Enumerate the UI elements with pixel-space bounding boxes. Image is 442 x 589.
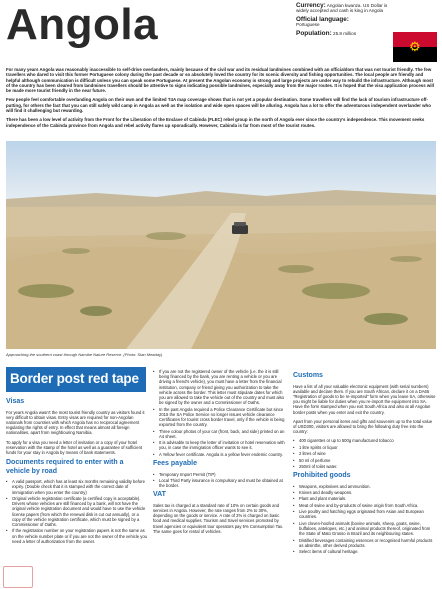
list-item: • A valid passport, which has at least six months remaining validity before expiry. (Double check that it is stamped with the correct date of immigration when you enter the country) bbox=[6, 479, 147, 495]
list-item: • If you are not the registered owner of the vehicle (i.e. the it is still being financed by the bank, you are renting a vehicle or you are driving a friend's vehicle), you must have a letter from the financial institution, company or friend giving you authorization to take the vehicle across the border. This letter must stipulate dates for which you are allowed to take the vehicle out of the country and must also be signed by the owner and a Commissioner of Oaths. bbox=[153, 369, 287, 405]
column-visas bbox=[6, 395, 147, 545]
list-item: • If the registration number on your registration papers is not the same as on the vehicle number plate or if you are not the owner of the vehicle you need a letter of authorization from the owner. bbox=[6, 528, 147, 544]
list-item: • In the past Angola required a Police Clearance Certificate but since 2015 the SA Police Service no longer issues vehicle clearance Certificates for tourist cross border travel, only if the vehicle is being exported from the country. bbox=[153, 407, 287, 428]
photo-caption: Approaching the southern coast through Namibe Nature Reserve. (Photo: Stan Meaday) bbox=[6, 352, 163, 357]
page-title: Angola bbox=[6, 0, 159, 49]
list-item: • Select items of cultural heritage. bbox=[293, 549, 436, 554]
list-item: • 400 cigarettes or up to 500g manufactured tobacco bbox=[293, 438, 436, 443]
intro-paragraph: For many years Angola was reasonably inaccessible to self-drive overlanders, mainly because of the civil war and its residual landmines combined with an officialdom that was not tourist friendly. The few travellers who dared to visit this former Portuguese colony during the past decade or so absolutely loved the country for its scenic diversity and fishing opportunities. The local people are friendly and helpful although communication is difficult unless you can speak some Portuguese. At present the Angolan economy is strong and large projects are under way to rebuild the infrastructure. Although most of the country has been cleared from landmines travellers should be attentive to signs indicating possible landmines, especially away from the major routes. It is hoped that the visa application process will be made more tourist friendly in the near future. bbox=[6, 67, 434, 94]
list-item: • Knives and deadly weapons. bbox=[293, 490, 436, 495]
list-item: • A Yellow fever certificate. Angola is a yellow fever endemic country. bbox=[153, 452, 287, 457]
prohibited-heading: Prohibited goods bbox=[293, 472, 351, 480]
language-fact bbox=[296, 17, 388, 28]
fees-heading: Fees payable bbox=[153, 460, 197, 467]
vat-heading: VAT bbox=[153, 491, 166, 499]
section-banner: Border post red tape bbox=[6, 367, 146, 392]
landscape-photo bbox=[6, 141, 436, 349]
documents-heading: Documents required to enter with a vehicle by road bbox=[6, 459, 124, 475]
list-item: • Plant and plant materials. bbox=[293, 496, 436, 501]
intro-text bbox=[6, 67, 436, 132]
intro-paragraph: Few people feel comfortable overlanding Angola on their own and the limited T4A map coverage shows that is not yet a popular destination. Some travellers will find the lack of tourism infrastructure off-putting, for others the fact that you can still safely wild camp in Angola as well as the isolation and wide open spaces will be alluring. Angola has a lot to offer the adventurous independent overlander who will find it challenging but rewarding. bbox=[6, 97, 431, 114]
flag-emblem-icon: ⚙ bbox=[409, 39, 421, 54]
list-item: • Live poultry and hatching eggs originated from Asian and European countries. bbox=[293, 509, 436, 519]
documents-list bbox=[6, 479, 147, 544]
list-item: • 250ml of toilet water. bbox=[293, 464, 436, 469]
requirements-list bbox=[153, 369, 287, 457]
vat-paragraph: Sales tax is charged at a standard rate of 10% on certain goods and services in Angola. However, the rate ranges from 2% to 30%, depending on the goods or service. A rate of 2% is charged on basic food and medical supplies. Tourism and travel services promoted by travel agencies or equivalent tour operators pay 5% Consumption Tax. The same goes for rental of vehicles. bbox=[153, 502, 284, 534]
list-item: • Live cloven-hoofed animals (bovine animals, sheep, goats, swine, buffaloes, antelopes, etc.) and animal products thereof, originated from the State of Mato Grosso in Brazil and its neighbouring states. bbox=[293, 521, 436, 537]
population-value: 25.8 million bbox=[333, 30, 357, 36]
list-item: • Weapons, explosives and ammunition. bbox=[293, 484, 436, 489]
population-label: Population: bbox=[296, 29, 332, 37]
currency-value: Angolan kwanza. US Dollar is widely accepted and cash is king in Angola bbox=[296, 3, 388, 14]
list-item: • Meat of swine and by-products of swine origin from South Africa. bbox=[293, 503, 436, 508]
fees-list bbox=[153, 472, 287, 489]
list-item: • 1 litre spirits or liquor bbox=[293, 445, 436, 450]
customs-list bbox=[293, 438, 436, 469]
customs-paragraph: Have a list of all your valuable electronic equipment (with serial numbers) available and declare them. If you are South African, declare it on a DA65 "Registration of goods to be re-imported" form when you leave SA, otherwise you might be liable for duties when you re-import the equipment into SA. Have the form stamped when you exit South Africa and also at all Angolan border posts when you enter and exit the country. bbox=[293, 383, 436, 415]
column-requirements bbox=[153, 369, 287, 538]
language-value: Portuguese bbox=[296, 22, 320, 28]
list-item: • 50 ml of perfume bbox=[293, 458, 436, 463]
list-item: • Distilled beverages containing essences or recognised harmful products as absinthe, other derived products. bbox=[293, 538, 436, 548]
vehicle-icon bbox=[232, 222, 248, 234]
list-item: • Original vehicle registration certificate (a certified copy is acceptable). Drivers whose vehicles are still financed by a bank, will not have the original vehicle registration document and would have to use the vehicle license papers (from which the renewal disk is cut out annually), or a copy of the vehicle registration certificate, which must be signed by a Commissioner of Oaths. bbox=[6, 496, 147, 527]
population-fact bbox=[296, 31, 388, 36]
column-customs bbox=[293, 369, 436, 556]
list-item: • It is advisable to keep the letter of invitation or hotel reservation with you, in case the immigration officer wants to see it. bbox=[153, 440, 287, 450]
visas-paragraph: To apply for a visa you need a letter of invitation or a copy of your hotel reservation with the stamp of the hotel as well as a guarantee of sufficient funds for your stay in Angola by means of bank statements. bbox=[6, 439, 143, 455]
intro-paragraph: There has been a low level of activity from the Front for the Liberation of the Enclave of Cabinda (FLEC) rebel group in the north of Angola ever since the country's independence. This movement seeks independence of the Cabinda province from Angola and rebel activity flares up sporadically. However, Cabinda is far from most of the tourist routes. bbox=[6, 117, 425, 128]
list-item: • Local Third Party insurance is compulsory and must be obtained at the border. bbox=[153, 478, 287, 488]
country-facts bbox=[296, 3, 388, 39]
customs-heading: Customs bbox=[293, 372, 323, 379]
visas-heading: Visas bbox=[6, 398, 25, 405]
visas-paragraph: For years Angola wasn't the most tourist friendly country as visitors found it very difficult to obtain visas. Entry visas are required for non-Angolan nationals from countries with which Angola has no reciprocal agreement regulating the rights of entry. In effect that means almost all foreign nationalities, apart from neighbouring Namibia. bbox=[6, 409, 145, 436]
currency-fact bbox=[296, 3, 388, 14]
list-item: • Three colour photos of your car (front, back, and side) printed on an A4 sheet. bbox=[153, 429, 287, 439]
language-label: Official language: bbox=[296, 15, 349, 23]
list-item: • 2 litres of wine bbox=[293, 451, 436, 456]
customs-paragraph: Apart from your personal items and gifts and souvenirs up to the total value of USD300, visitors are allowed to bring the following duty free into the country: bbox=[293, 418, 433, 435]
prohibited-list bbox=[293, 484, 436, 555]
currency-label: Currency: bbox=[296, 2, 326, 9]
angola-flag bbox=[393, 32, 437, 62]
stamp-mark bbox=[3, 566, 33, 588]
list-item: • Temporary Import Permit (TIP) bbox=[153, 472, 287, 477]
